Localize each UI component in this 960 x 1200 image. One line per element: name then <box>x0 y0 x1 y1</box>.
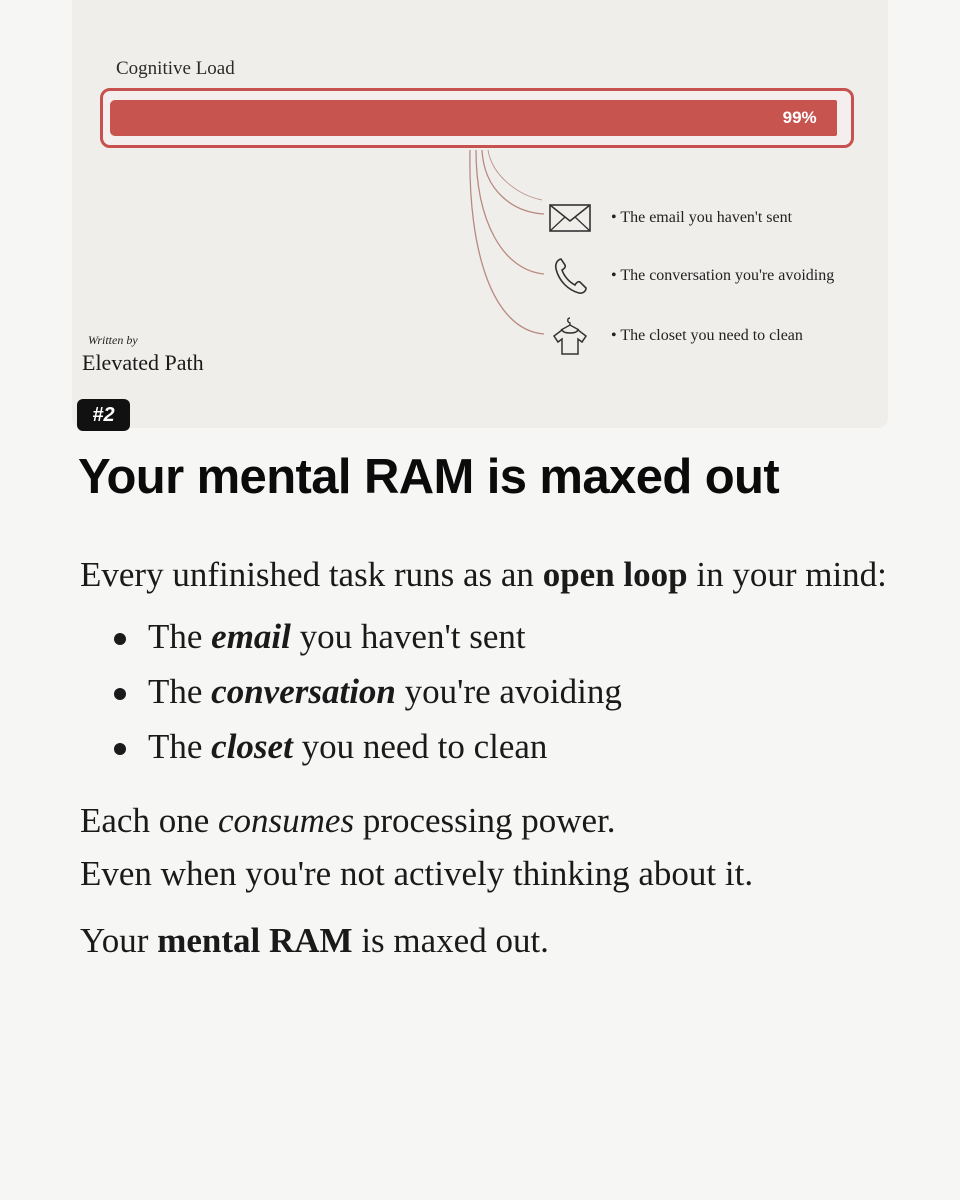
open-loops-list <box>80 609 900 774</box>
list-item: The closet you need to clean <box>108 719 900 774</box>
connector-line <box>482 150 544 214</box>
page-title: Your mental RAM is maxed out <box>78 450 780 504</box>
phone-icon <box>547 256 593 296</box>
bold-phrase: mental RAM <box>157 921 353 960</box>
loop-item-email <box>547 198 887 238</box>
bold-phrase: open loop <box>542 555 688 594</box>
slide-number-badge: #2 <box>77 399 130 431</box>
connector-line <box>470 150 544 334</box>
loop-item-text: • The closet you need to clean <box>611 327 803 345</box>
written-by-label: Written by <box>88 333 138 347</box>
loop-item-text: • The email you haven't sent <box>611 209 792 227</box>
connector-line <box>476 150 544 274</box>
cognitive-load-label: Cognitive Load <box>116 58 235 79</box>
cognitive-load-value: 99% <box>782 108 817 127</box>
author-name: Elevated Path <box>82 350 204 375</box>
envelope-icon <box>547 198 593 238</box>
list-item: The conversation you're avoiding <box>108 664 900 719</box>
loop-item-closet <box>547 316 887 356</box>
loop-item-conversation <box>547 256 887 296</box>
shirt-hanger-icon <box>547 316 593 356</box>
list-item: The email you haven't sent <box>108 609 900 664</box>
illustration-card <box>72 0 888 428</box>
loop-item-text: • The conversation you're avoiding <box>611 267 834 285</box>
consumes-paragraph: Each one consumes processing power. Even when you're not actively thinking about it. <box>80 801 754 893</box>
closing-paragraph: Your mental RAM is maxed out. <box>80 921 549 960</box>
thinking-line: Even when you're not actively thinking about it. <box>80 854 754 893</box>
intro-paragraph: Every unfinished task runs as an open loop in your mind: <box>80 555 887 594</box>
article-body <box>80 548 900 967</box>
connector-line <box>488 150 542 200</box>
